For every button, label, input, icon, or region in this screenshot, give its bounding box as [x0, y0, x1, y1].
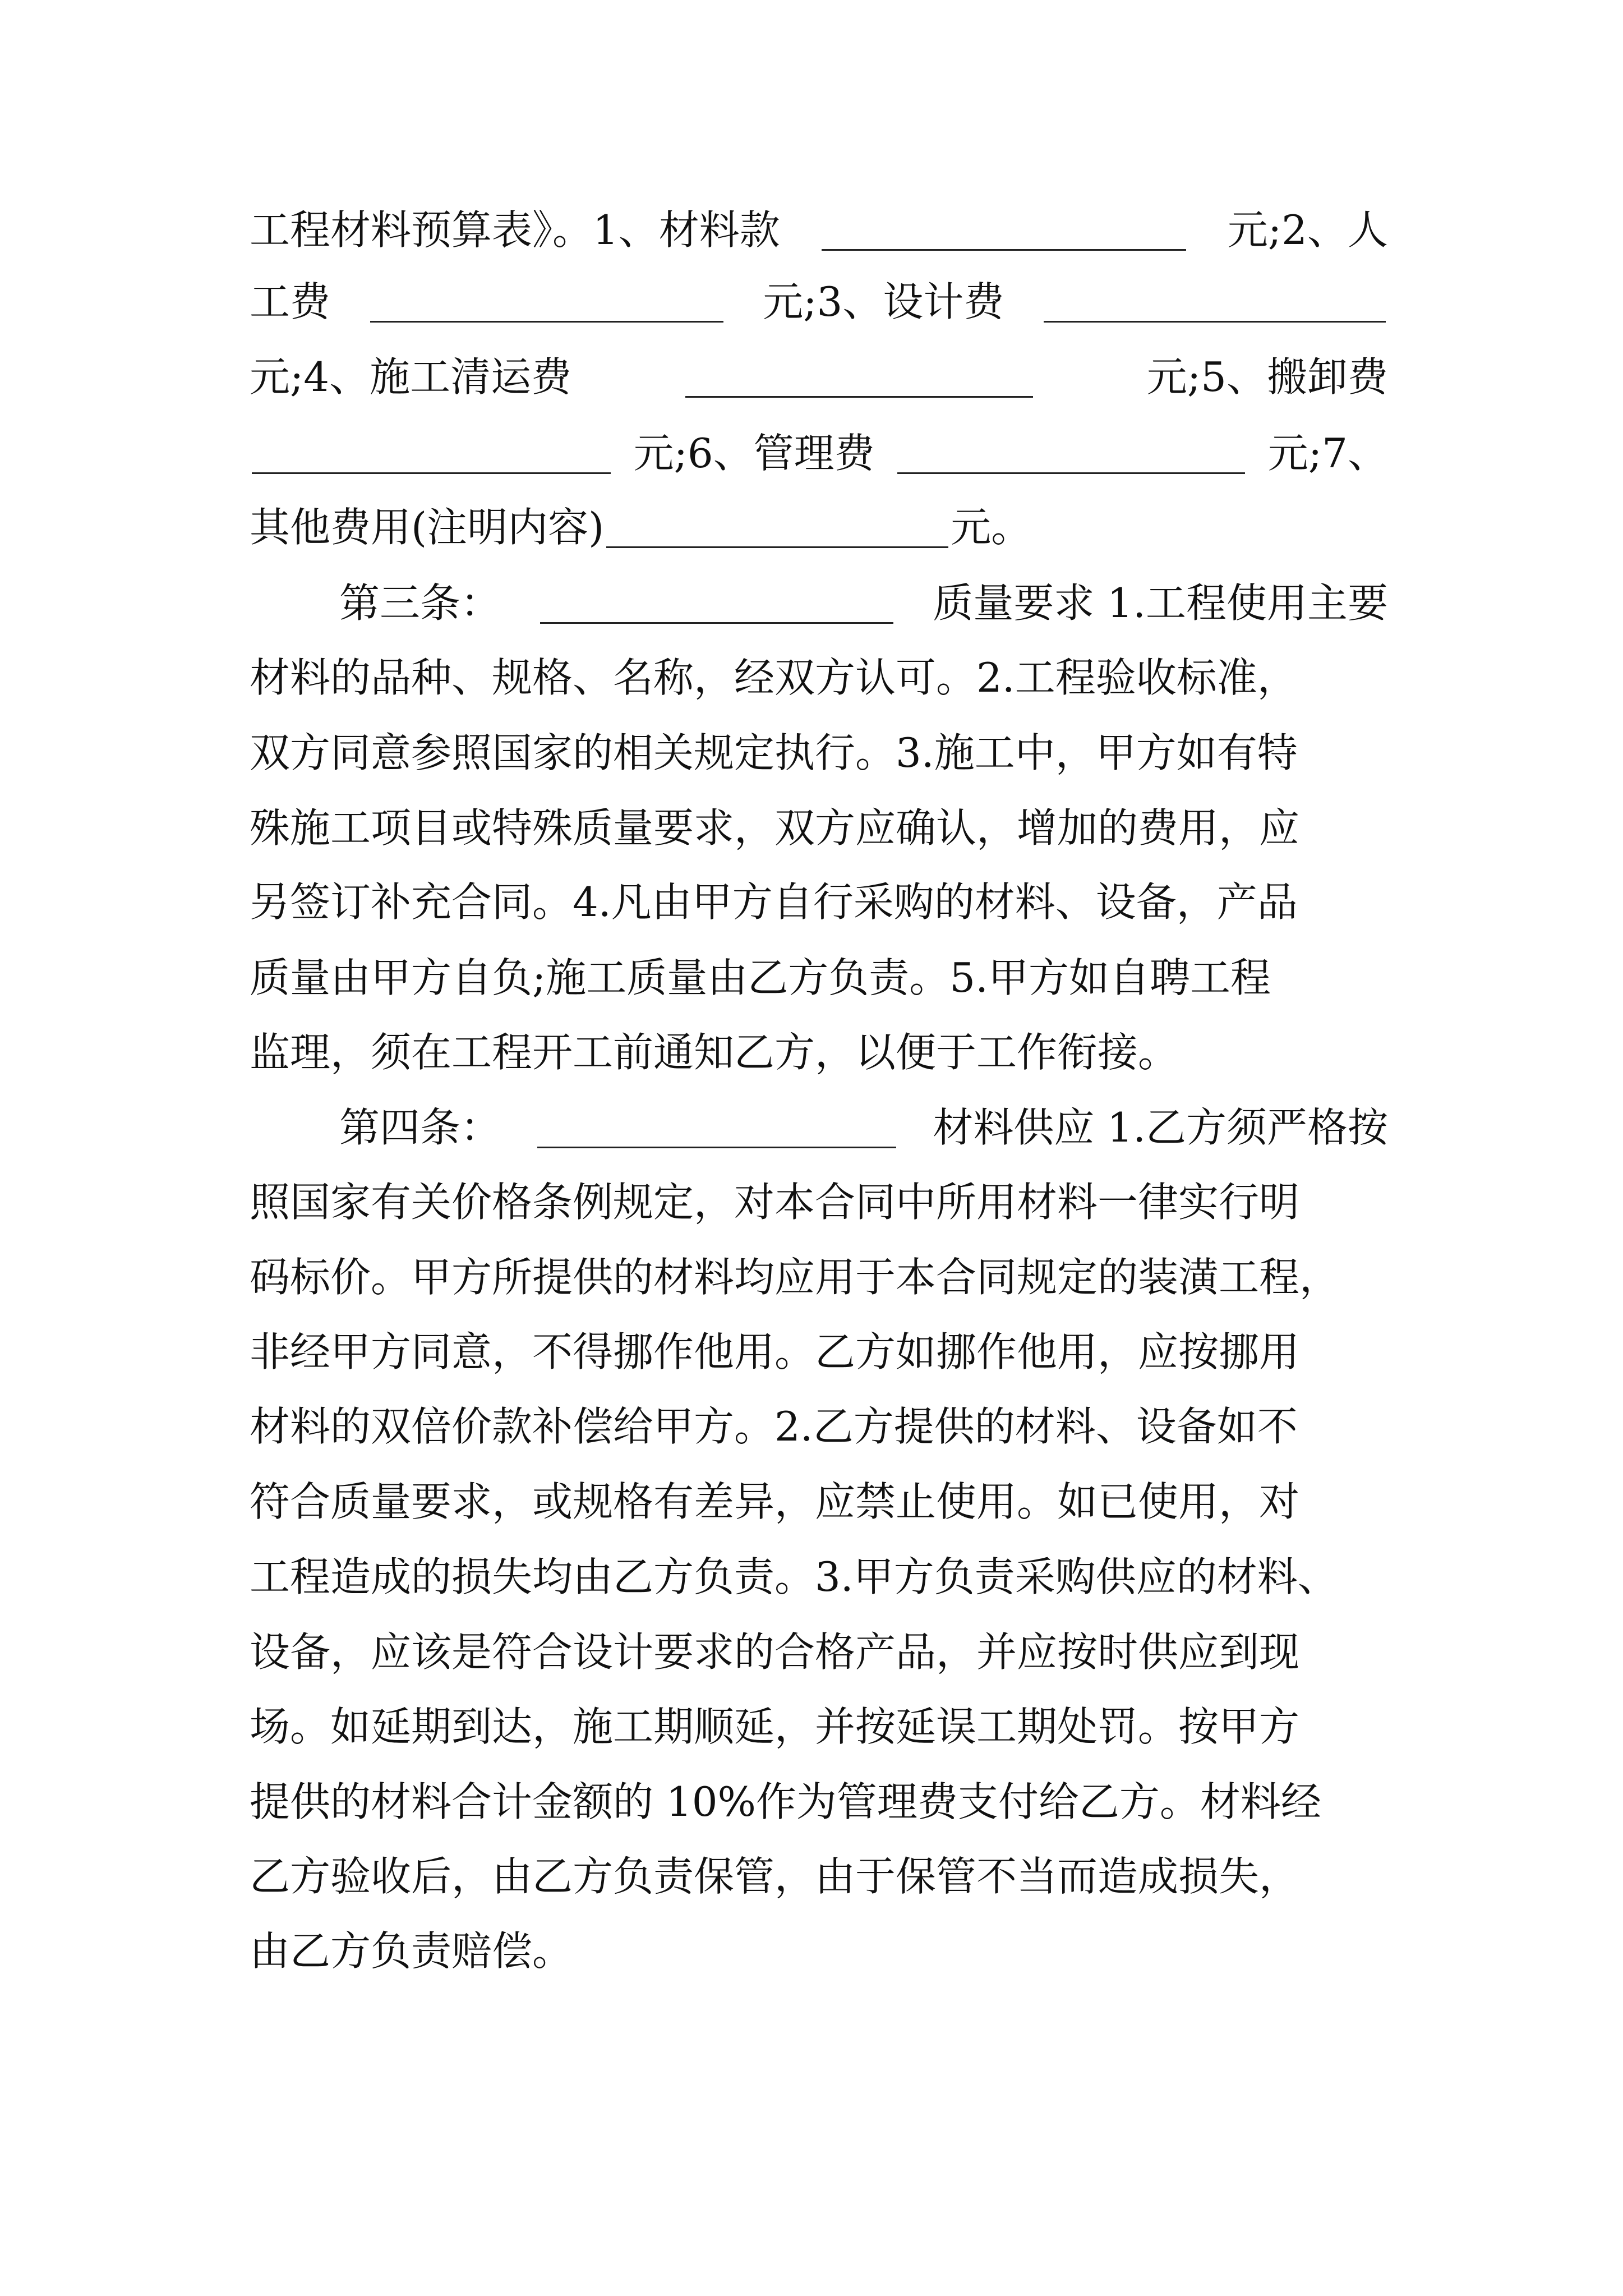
text-segment: 元;7、 — [1267, 430, 1388, 477]
article-4-line: 场。如延期到达，施工期顺延，并按延误工期处罚。按甲方 — [250, 1703, 1300, 1750]
article-3-line: 另签订补充合同。4.凡由甲方自行采购的材料、设备，产品 — [250, 878, 1298, 926]
article-4-line: 照国家有关价格条例规定，对本合同中所用材料一律实行明 — [250, 1179, 1300, 1226]
article-4-line: 工程造成的损失均由乙方负责。3.甲方负责采购供应的材料、 — [250, 1553, 1338, 1600]
article-3-line: 质量由甲方自负;施工质量由乙方负责。5.甲方如自聘工程 — [250, 954, 1271, 1001]
article-4-line: 提供的材料合计金额的 10%作为管理费支付给乙方。材料经 — [250, 1778, 1321, 1825]
text-segment: 元;3、设计费 — [763, 278, 1004, 325]
fill-in-blank[interactable] — [252, 433, 611, 474]
text-segment: 元;6、管理费 — [633, 430, 875, 477]
fee-line-5 — [250, 499, 1388, 555]
article-3-heading: 第三条： — [339, 579, 501, 627]
fill-in-blank[interactable] — [897, 433, 1245, 474]
text-segment: 材料供应 1.乙方须严格按 — [933, 1104, 1388, 1151]
article-3-line: 材料的品种、规格、名称，经双方认可。2.工程验收标准， — [250, 654, 1298, 701]
article-4-line: 乙方验收后，由乙方负责保管，由于保管不当而造成损失， — [250, 1853, 1300, 1900]
text-segment: 工程材料预算表》。1、材料款 — [250, 206, 780, 254]
article-3-line: 殊施工项目或特殊质量要求，双方应确认，增加的费用，应 — [250, 804, 1300, 852]
text-segment: 质量要求 1.工程使用主要 — [933, 579, 1388, 627]
article-3-heading-line — [250, 575, 1388, 631]
fill-in-blank[interactable] — [1044, 282, 1386, 323]
fill-in-blank[interactable] — [606, 507, 948, 548]
fill-in-blank[interactable] — [370, 282, 723, 323]
text-segment: 其他费用(注明内容) — [250, 504, 605, 551]
article-3-line: 监理，须在工程开工前通知乙方，以便于工作衔接。 — [250, 1029, 1179, 1076]
text-segment: 工费 — [250, 278, 331, 325]
article-4-line: 符合质量要求，或规格有差异，应禁止使用。如已使用，对 — [250, 1478, 1300, 1525]
fill-in-blank[interactable] — [537, 1107, 896, 1148]
fee-line-1 — [250, 202, 1388, 258]
text-segment: 元;4、施工清运费 — [250, 353, 572, 401]
fee-line-2 — [250, 274, 1388, 330]
text-segment: 元;2、人 — [1227, 206, 1388, 254]
article-4-line: 材料的双倍价款补偿给甲方。2.乙方提供的材料、设备如不 — [250, 1403, 1298, 1450]
article-4-line: 码标价。甲方所提供的材料均应用于本合同规定的装潢工程， — [250, 1254, 1340, 1301]
article-4-heading-line — [250, 1099, 1388, 1156]
article-4-line: 由乙方负责赔偿。 — [250, 1927, 573, 1975]
fill-in-blank[interactable] — [685, 357, 1033, 398]
text-segment: 元。 — [951, 504, 1032, 551]
article-3-line: 双方同意参照国家的相关规定执行。3.施工中，甲方如有特 — [250, 729, 1298, 776]
fill-in-blank[interactable] — [822, 210, 1186, 251]
fee-line-4 — [250, 425, 1388, 481]
fill-in-blank[interactable] — [540, 583, 893, 624]
article-4-line: 非经甲方同意，不得挪作他用。乙方如挪作他用，应按挪用 — [250, 1328, 1300, 1375]
fee-line-3 — [250, 349, 1388, 405]
article-4-line: 设备，应该是符合设计要求的合格产品，并应按时供应到现 — [250, 1628, 1300, 1676]
text-segment: 元;5、搬卸费 — [1146, 353, 1388, 401]
article-4-heading: 第四条： — [339, 1104, 501, 1151]
